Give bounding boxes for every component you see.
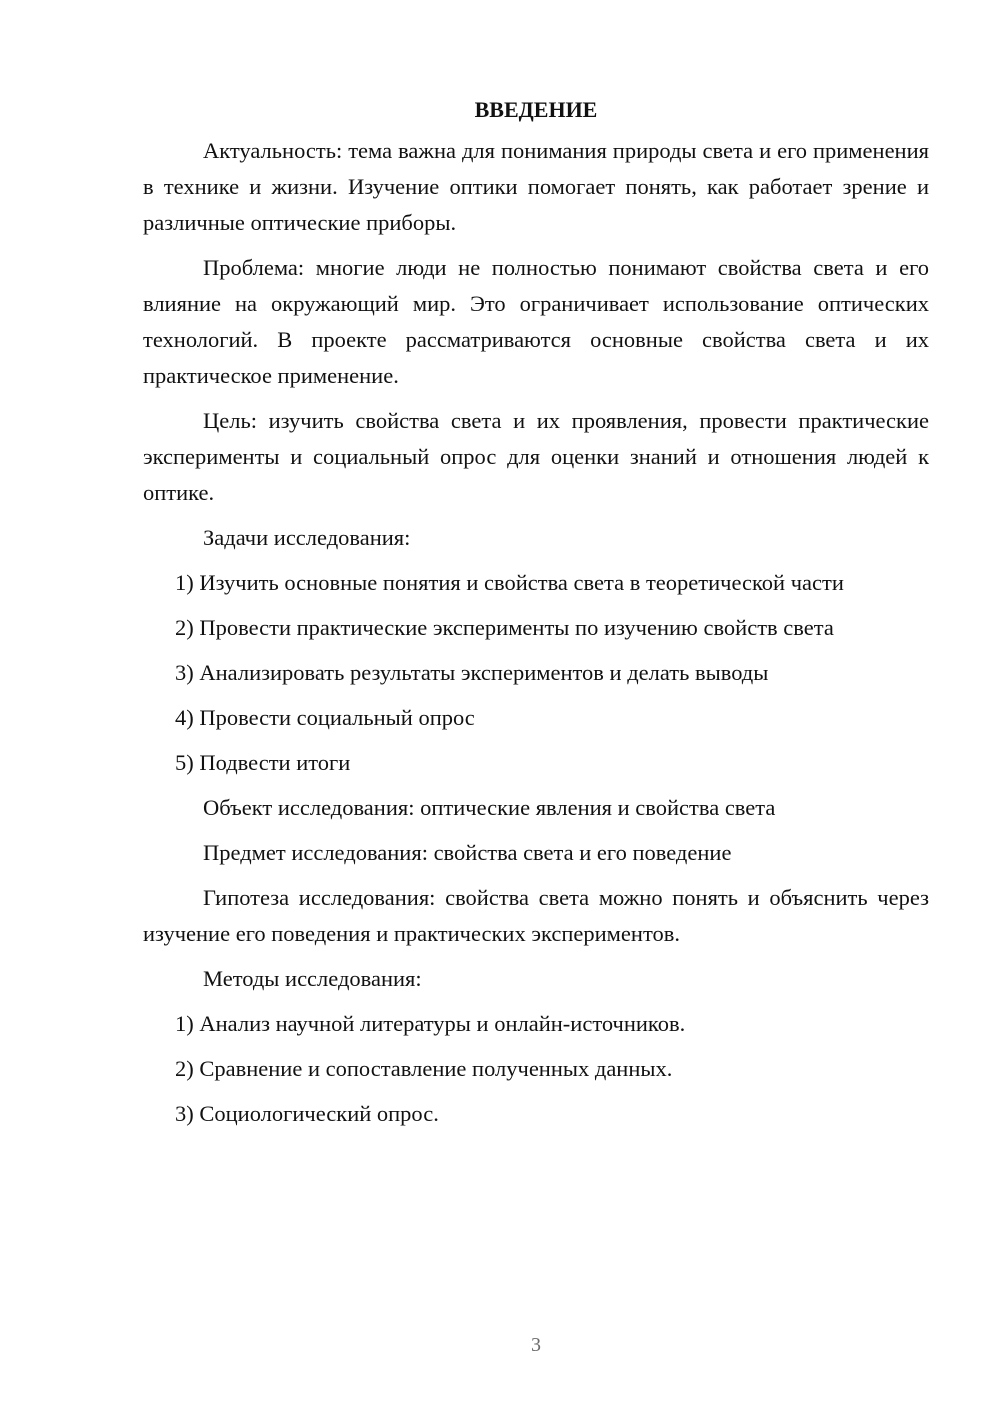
goal-paragraph: Цель: изучить свойства света и их проявления, провести практические эксперименты и социальный опрос для оценки знаний и отношения людей к оптике. xyxy=(143,408,929,505)
tasks-heading: Задачи исследования: xyxy=(203,525,411,550)
hypothesis-paragraph: Гипотеза исследования: свойства света можно понять и объяснить через изучение его поведения и практических экспериментов. xyxy=(143,885,929,946)
task-item: 1) Изучить основные понятия и свойства света в теоретической части xyxy=(175,570,844,595)
task-item: 3) Анализировать результаты экспериментов и делать выводы xyxy=(175,660,769,685)
subject-line: Предмет исследования: свойства света и его поведение xyxy=(203,840,732,865)
method-item: 2) Сравнение и сопоставление полученных данных. xyxy=(175,1056,673,1081)
document-page xyxy=(143,92,929,1141)
problem-paragraph: Проблема: многие люди не полностью понимают свойства света и его влияние на окружающий мир. Это ограничивает использование оптических технологий. В проекте рассматриваются основные свойства света и их практическое применение. xyxy=(143,255,929,388)
task-item: 4) Провести социальный опрос xyxy=(175,705,475,730)
method-item: 1) Анализ научной литературы и онлайн-источников. xyxy=(175,1011,686,1036)
task-item: 5) Подвести итоги xyxy=(175,750,351,775)
section-title: ВВЕДЕНИЕ xyxy=(474,97,598,122)
method-item: 3) Социологический опрос. xyxy=(175,1101,439,1126)
relevance-paragraph: Актуальность: тема важна для понимания природы света и его применения в технике и жизни. Изучение оптики помогает понять, как работает зрение и различные оптические приборы. xyxy=(143,138,929,235)
object-line: Объект исследования: оптические явления и свойства света xyxy=(203,795,776,820)
page-number: 3 xyxy=(531,1334,541,1356)
methods-heading: Методы исследования: xyxy=(203,966,422,991)
task-item: 2) Провести практические эксперименты по изучению свойств света xyxy=(175,615,834,640)
